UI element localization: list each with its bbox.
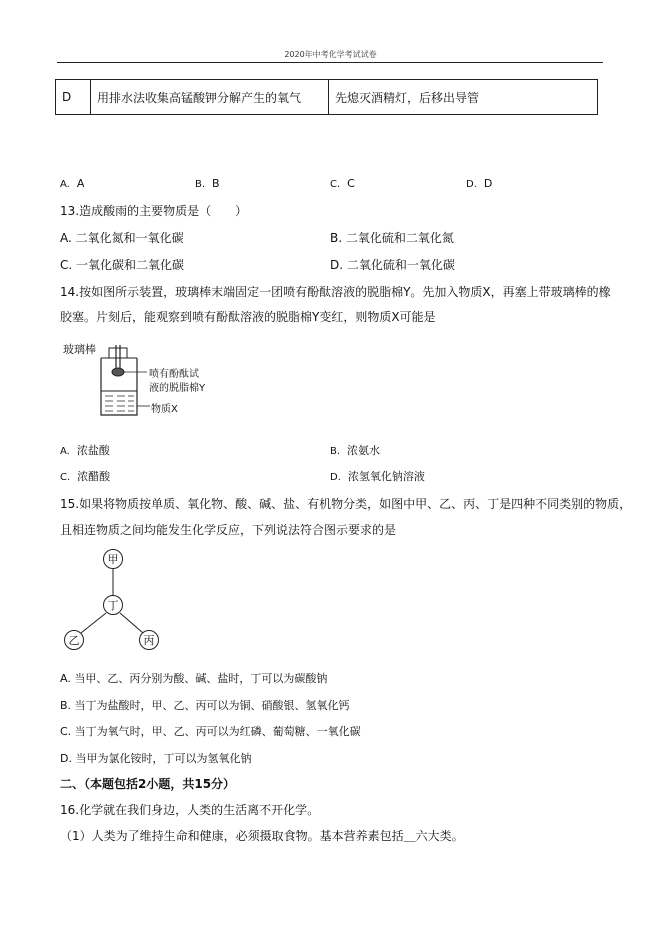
label-cotton-line1: 喷有酚酞试 bbox=[149, 369, 199, 380]
label-substance-x: 物质X bbox=[151, 404, 178, 415]
q14-option-c bbox=[60, 468, 110, 484]
option-label: D. bbox=[330, 472, 341, 483]
option-text: 浓氢氧化钠溶液 bbox=[347, 470, 425, 483]
option-label: A. bbox=[60, 179, 70, 190]
experiment-table bbox=[55, 79, 598, 115]
q16-stem: 16.化学就在我们身边，人类的生活离不开化学。 bbox=[60, 803, 320, 817]
q15-option-a: A. 当甲、乙、丙分别为酸、碱、盐时，丁可以为碳酸钠 bbox=[60, 672, 328, 685]
q15-option-b: B. 当丁为盐酸时，甲、乙、丙可以为铜、硝酸银、氢氧化钙 bbox=[60, 699, 350, 712]
label-glass-rod: 玻璃棒 bbox=[63, 343, 96, 356]
q13-stem: 13.造成酸雨的主要物质是（ ） bbox=[60, 204, 248, 218]
node-yi: 乙 bbox=[68, 634, 80, 647]
q13-option-d: D. 二氧化硫和一氧化碳 bbox=[330, 258, 455, 272]
node-bing: 丙 bbox=[143, 634, 155, 647]
q14-stem-line1: 14.按如图所示装置，玻璃棒末端固定一团喷有酚酞溶液的脱脂棉Y。先加入物质X，再塞上带玻璃棒的橡 bbox=[60, 285, 611, 299]
q15-stem-line2: 且相连物质之间均能发生化学反应，下列说法符合图示要求的是 bbox=[60, 523, 397, 537]
q14-option-d bbox=[330, 468, 425, 484]
option-text: A bbox=[76, 177, 85, 190]
q16-sub1: （1）人类为了维持生命和健康，必须摄取食物。基本营养素包括＿六大类。 bbox=[60, 829, 464, 843]
option-text: 浓醋酸 bbox=[77, 470, 111, 483]
apparatus-drawing bbox=[95, 345, 155, 420]
q14-option-b bbox=[330, 442, 380, 458]
node-jia: 甲 bbox=[107, 553, 119, 566]
q13-option-c: C. 一氧化碳和二氧化碳 bbox=[60, 258, 185, 272]
option-label: C. bbox=[60, 472, 71, 483]
option-text: 浓盐酸 bbox=[76, 444, 110, 457]
node-ding: 丁 bbox=[107, 599, 119, 612]
table-cell-operation: 用排水法收集高锰酸钾分解产生的氧气 bbox=[91, 80, 329, 115]
option-text: 浓氨水 bbox=[347, 444, 381, 457]
option-label: D. bbox=[466, 179, 477, 190]
table-cell-action: 先熄灭酒精灯，后移出导管 bbox=[329, 80, 598, 115]
q12-option-c bbox=[330, 177, 355, 190]
option-label: B. bbox=[330, 446, 341, 457]
option-text: B bbox=[212, 177, 220, 190]
q12-option-a bbox=[60, 177, 84, 190]
option-label: C. bbox=[330, 179, 341, 190]
option-text: D bbox=[483, 177, 493, 190]
q15-option-c: C. 当丁为氧气时，甲、乙、丙可以为红磷、葡萄糖、一氧化碳 bbox=[60, 725, 361, 738]
header-divider bbox=[57, 62, 603, 63]
q15-option-d: D. 当甲为氯化铵时，丁可以为氢氧化钠 bbox=[60, 752, 252, 765]
table-cell-option: D bbox=[56, 80, 91, 115]
page-header-title: 2020年中考化学考试试卷 bbox=[284, 50, 377, 59]
q14-option-a bbox=[60, 442, 110, 458]
q15-stem-line1: 15.如果将物质按单质、氧化物、酸、碱、盐、有机物分类，如图中甲、乙、丙、丁是四种不同类别的物质， bbox=[60, 497, 632, 511]
option-text: C bbox=[347, 177, 355, 190]
q12-option-d bbox=[466, 177, 492, 190]
option-label: B. bbox=[195, 179, 206, 190]
section-title: 二、（本题包括2小题，共15分） bbox=[60, 777, 236, 791]
table-row bbox=[56, 80, 598, 115]
q13-option-b: B. 二氧化硫和二氧化氮 bbox=[330, 231, 454, 245]
label-cotton-line2: 液的脱脂棉Y bbox=[149, 383, 206, 394]
q14-stem-line2: 胶塞。片刻后，能观察到喷有酚酞溶液的脱脂棉Y变红，则物质X可能是 bbox=[60, 310, 436, 324]
option-label: A. bbox=[60, 446, 70, 457]
q12-option-b bbox=[195, 177, 220, 190]
q13-option-a: A. 二氧化氮和一氧化碳 bbox=[60, 231, 184, 245]
